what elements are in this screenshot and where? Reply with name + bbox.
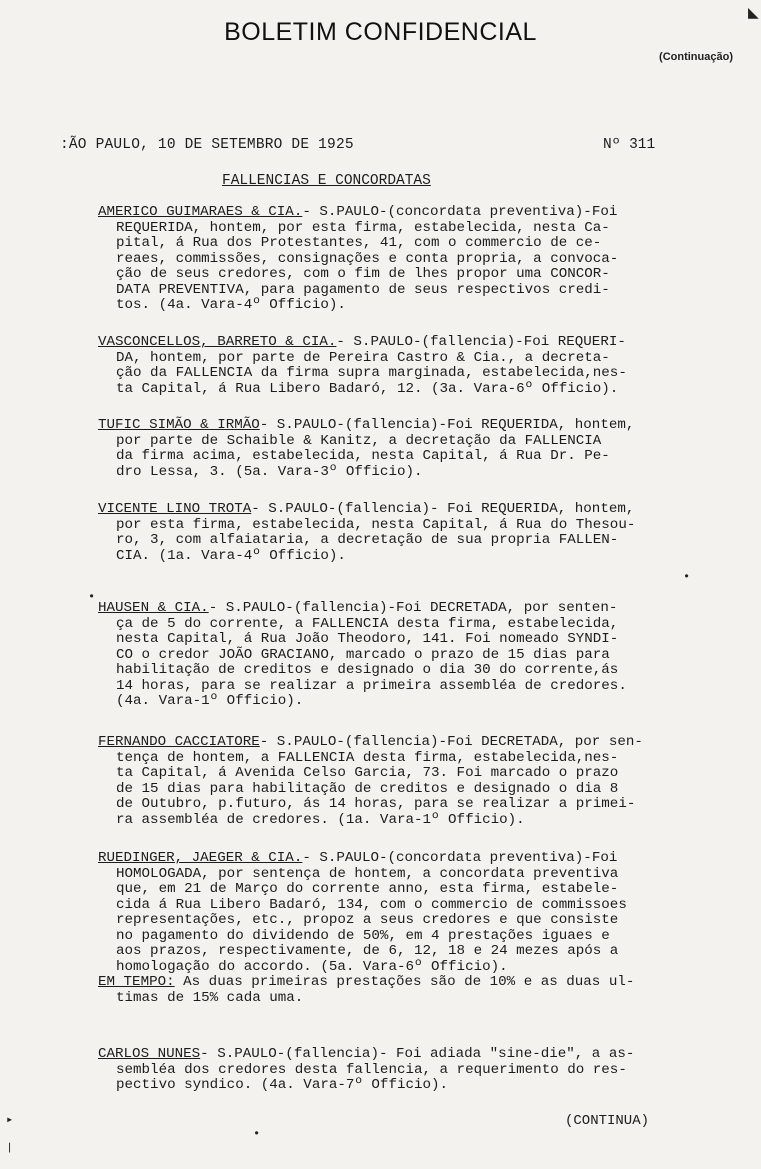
entry-line: ça de 5 do corrente, a FALLENCIA desta firma, estabelecida, xyxy=(116,615,619,632)
continua-label: (CONTINUA) xyxy=(565,1113,650,1129)
entry-line: 14 horas, para se realizar a primeira assembléa de credores. xyxy=(116,677,627,694)
entry-carlos-nunes xyxy=(98,1047,718,1094)
addendum-line: As duas primeiras prestações são de 10% e as duas ul- xyxy=(174,974,635,990)
entry-name: HAUSEN & CIA. xyxy=(98,600,209,616)
entry-line: dro Lessa, 3. (5a. Vara-3º Officio). xyxy=(116,463,423,480)
entry-line: ta Capital, á Rua Libero Badaró, 12. (3a. Vara-6º Officio). xyxy=(116,380,619,397)
entry-line: - S.PAULO-(fallencia)-Foi DECRETADA, por sen- xyxy=(259,734,643,750)
issue-number: Nº 311 xyxy=(603,137,656,153)
entry-line: no pagamento do dividendo de 50%, em 4 prestações iguaes e xyxy=(116,927,610,944)
speck-icon: • xyxy=(88,590,96,604)
entry-line: ta Capital, á Avenida Celso Garcia, 73. Foi marcado o prazo xyxy=(116,765,619,781)
margin-arrow-icon: ▸ xyxy=(6,1113,14,1127)
entry-name: VASCONCELLOS, BARRETO & CIA. xyxy=(98,334,337,350)
entry-vasconcellos-barreto xyxy=(98,335,718,397)
addendum-label: EM TEMPO: xyxy=(98,974,175,990)
entry-line: - S.PAULO-(fallencia)-Foi DECRETADA, por senten- xyxy=(208,600,618,616)
entry-ruedinger-jaeger xyxy=(98,851,718,1006)
entry-line: reaes, commissões, consignações e conta propria, a convoca- xyxy=(116,250,619,267)
document-title: BOLETIM CONFIDENCIAL xyxy=(224,18,537,46)
entry-line: aos prazos, respectivamente, de 6, 12, 18 e 24 mezes após a xyxy=(116,943,619,959)
entry-line: por esta firma, estabelecida, nesta Capital, á Rua do Thesou- xyxy=(116,516,636,533)
addendum-line: timas de 15% cada uma. xyxy=(116,989,304,1006)
entry-line: de Outubro, p.futuro, ás 14 horas, para se realizar a primei- xyxy=(116,796,636,812)
entry-name: AMERICO GUIMARAES & CIA. xyxy=(98,204,303,220)
entry-line: de 15 dias para habilitação de creditos e designado o dia 8 xyxy=(116,780,619,797)
entry-line: HOMOLOGADA, por sentença de hontem, a concordata preventiva xyxy=(116,865,619,882)
entry-line: homologação do accordo. (5a. Vara-6º Officio). xyxy=(116,958,508,975)
entry-line: ro, 3, com alfaiataria, a decretação de sua propria FALLEN- xyxy=(116,532,619,548)
continuation-label: (Continuação) xyxy=(659,51,733,63)
entry-name: RUEDINGER, JAEGER & CIA. xyxy=(98,850,303,866)
entry-line: representações, etc., propoz a seus credores e que consiste xyxy=(116,912,619,928)
entry-name: CARLOS NUNES xyxy=(98,1046,201,1062)
corner-mark-icon: ◣ xyxy=(748,4,759,24)
entry-line: tos. (4a. Vara-4º Officio). xyxy=(116,297,346,313)
entry-line: nesta Capital, á Rua João Theodoro, 141. Foi nomeado SYNDI- xyxy=(116,631,619,647)
entry-fernando-cacciatore xyxy=(98,735,718,828)
entry-line: - S.PAULO-(fallencia)- Foi adiada "sine-die", a as- xyxy=(200,1046,635,1062)
entry-line: CIA. (1a. Vara-4º Officio). xyxy=(116,547,346,564)
margin-tick-icon: ❘ xyxy=(6,1141,14,1155)
dateline: :ÃO PAULO, 10 DE SETEMBRO DE 1925 xyxy=(60,137,354,153)
entry-line: REQUERIDA, hontem, por esta firma, estabelecida, nesta Ca- xyxy=(116,219,610,236)
entry-tufic-simao xyxy=(98,418,718,480)
entry-line: sembléa dos credores desta fallencia, a requerimento do res- xyxy=(116,1061,627,1078)
entry-line: cida á Rua Libero Badaró, 134, com o commercio de commissoes xyxy=(116,896,627,913)
entry-hausen xyxy=(98,601,718,710)
entry-line: - S.PAULO-(fallencia)-Foi REQUERIDA, hontem, xyxy=(259,417,635,433)
entry-americo-guimaraes xyxy=(98,205,718,314)
entry-line: ra assembléa de credores. (1a. Vara-1º Officio). xyxy=(116,811,525,828)
entry-line: que, em 21 de Março do corrente anno, esta firma, estabele- xyxy=(116,881,619,897)
entry-line: - S.PAULO-(fallencia)- Foi REQUERIDA, hontem, xyxy=(251,501,635,517)
entry-name: VICENTE LINO TROTA xyxy=(98,501,252,517)
entry-line: - S.PAULO-(concordata preventiva)-Foi xyxy=(302,204,618,220)
entry-line: DA, hontem, por parte de Pereira Castro & Cia., a decreta- xyxy=(116,349,610,366)
entry-line: - S.PAULO-(fallencia)-Foi REQUERI- xyxy=(336,334,626,350)
entry-vicente-lino-trota xyxy=(98,502,718,564)
entry-line: CO o credor JOÃO GRACIANO, marcado o prazo de 15 dias para xyxy=(116,646,610,663)
entry-name: FERNANDO CACCIATORE xyxy=(98,734,260,750)
entry-name: TUFIC SIMÃO & IRMÃO xyxy=(98,417,260,433)
entry-line: ção da FALLENCIA da firma supra marginada, estabelecida,nes- xyxy=(116,365,627,381)
entry-line: (4a. Vara-1º Officio). xyxy=(116,693,304,709)
entry-line: - S.PAULO-(concordata preventiva)-Foi xyxy=(302,850,618,866)
entry-line: DATA PREVENTIVA, para pagamento de seus respectivos credi- xyxy=(116,281,610,298)
speck-icon: • xyxy=(253,1127,261,1141)
entry-line: habilitação de creditos e designado o dia 30 do corrente,ás xyxy=(116,662,619,678)
entry-line: pital, á Rua dos Protestantes, 41, com o commercio de ce- xyxy=(116,235,602,251)
entry-line: ção de seus credores, com o fim de lhes propor uma CONCOR- xyxy=(116,266,610,282)
section-title: FALLENCIAS E CONCORDATAS xyxy=(222,173,431,189)
entry-line: pectivo syndico. (4a. Vara-7º Officio). xyxy=(116,1077,449,1093)
entry-line: tença de hontem, a FALLENCIA desta firma, estabelecida,nes- xyxy=(116,749,619,766)
speck-icon: • xyxy=(683,570,691,584)
entry-line: da firma acima, estabelecida, nesta Capital, á Rua Dr. Pe- xyxy=(116,448,610,464)
entry-line: por parte de Schaible & Kanitz, a decretação da FALLENCIA xyxy=(116,432,602,449)
